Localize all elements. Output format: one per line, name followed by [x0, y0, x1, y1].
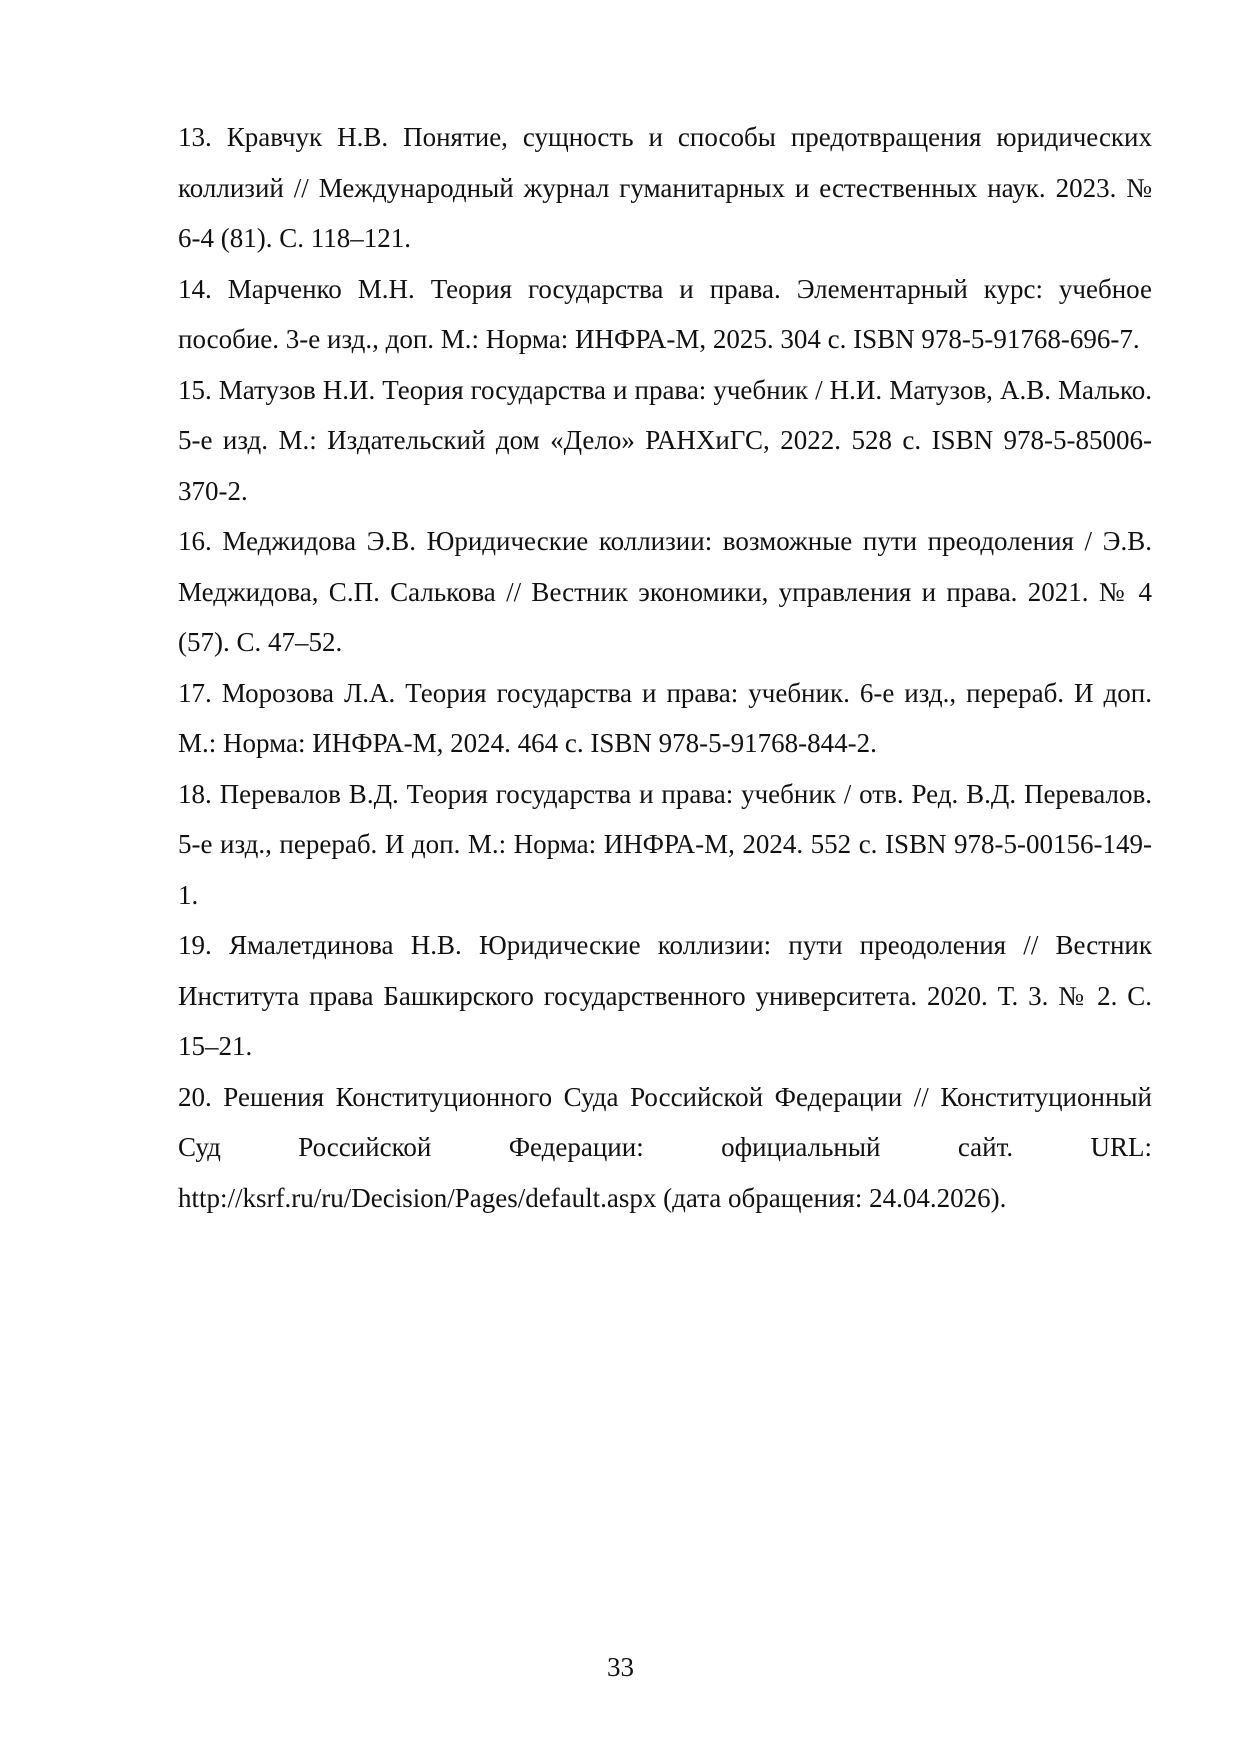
reference-item-19: 19. Ямалетдинова Н.В. Юридические коллизии: пути преодоления // Вестник Института права Башкирского государственного университета. 2020. Т. 3. № 2. С. 15–21. — [178, 930, 1152, 1061]
reference-item-16: 16. Меджидова Э.В. Юридические коллизии: возможные пути преодоления / Э.В. Меджидова, С.П. Салькова // Вестник экономики, управления и права. 2021. № 4 (57). С. 47–52. — [178, 526, 1152, 657]
reference-item-13: 13. Кравчук Н.В. Понятие, сущность и способы предотвращения юридических коллизий // Международный журнал гуманитарных и естественных наук. 2023. № 6-4 (81). С. 118–121. — [178, 122, 1152, 253]
reference-item-14: 14. Марченко М.Н. Теория государства и права. Элементарный курс: учебное пособие. 3-е изд., доп. М.: Норма: ИНФРА-М, 2025. 304 с. ISBN 978-5-91768-696-7. — [178, 273, 1152, 354]
reference-list — [178, 112, 1152, 1223]
reference-item-17: 17. Морозова Л.А. Теория государства и права: учебник. 6-е изд., перераб. И доп. М.: Норма: ИНФРА-М, 2024. 464 с. ISBN 978-5-91768-844-2. — [178, 677, 1152, 758]
reference-item-20: 20. Решения Конституционного Суда Российской Федерации // Конституционный Суд Российской Федерации: официальный сайт. URL: http://ksrf.ru/ru/Decision/Pages/default.aspx (дата обращения: 24.04.2026). — [178, 1081, 1152, 1213]
reference-item-15: 15. Матузов Н.И. Теория государства и права: учебник / Н.И. Матузов, А.В. Малько. 5-е изд. М.: Издательский дом «Дело» РАНХиГС, 2022. 528 с. ISBN 978-5-85006-370-2. — [178, 374, 1152, 506]
reference-item-18: 18. Перевалов В.Д. Теория государства и права: учебник / отв. Ред. В.Д. Перевалов. 5-е изд., перераб. И доп. М.: Норма: ИНФРА-М, 2024. 552 с. ISBN 978-5-00156-149-1. — [178, 778, 1152, 910]
page-number: 33 — [607, 1652, 634, 1682]
